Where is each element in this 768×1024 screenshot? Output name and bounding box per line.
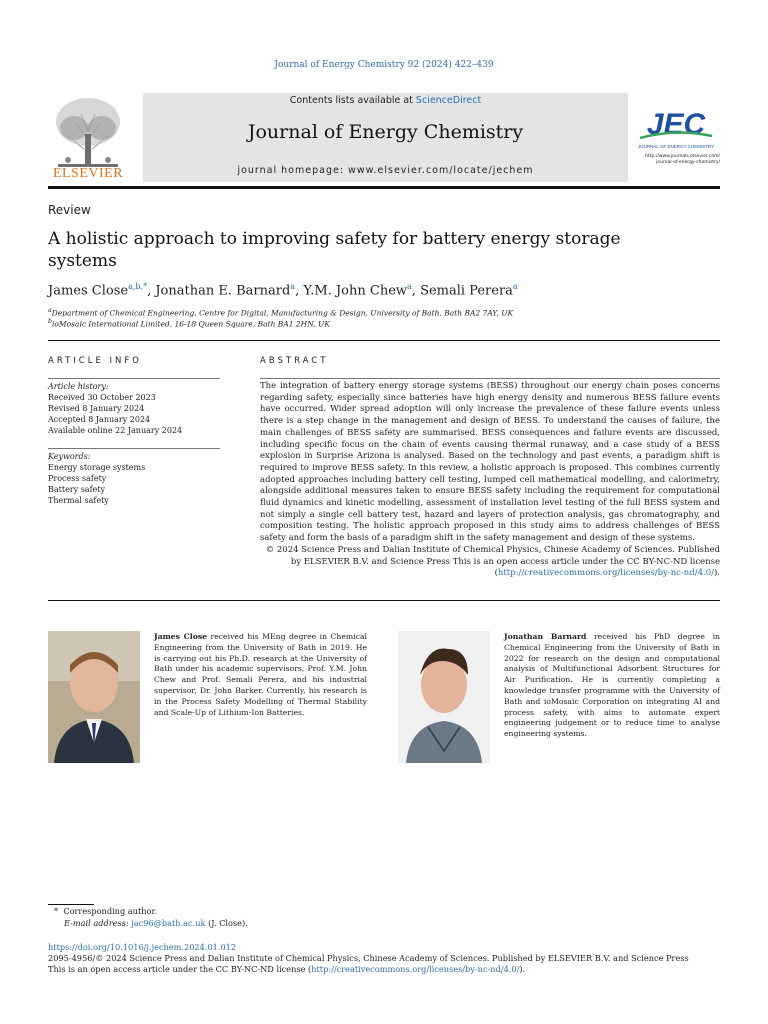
footnote-rule	[48, 904, 94, 905]
footnote-email	[64, 918, 248, 929]
homepage-line	[143, 165, 628, 176]
author-name: James Close	[48, 283, 129, 299]
oa-suffix: ).	[519, 964, 526, 974]
author-name: Jonathan E. Barnard	[155, 283, 291, 299]
svg-text:JOURNAL OF ENERGY CHEMISTRY: JOURNAL OF ENERGY CHEMISTRY	[637, 144, 715, 149]
open-access-line	[48, 964, 525, 975]
bio-name: Jonathan Barnard	[504, 632, 587, 641]
author-name: Y.M. John Chew	[303, 283, 408, 299]
affil-sup: b	[48, 318, 53, 325]
keyword: Energy storage systems	[48, 463, 146, 472]
contents-line	[143, 95, 628, 106]
bio-jonathan-barnard	[504, 632, 720, 740]
abstract-body	[260, 381, 720, 580]
corresponding-star[interactable]: *	[143, 282, 148, 291]
journal-title: Journal of Energy Chemistry	[247, 121, 524, 143]
email-suffix: (J. Close).	[205, 918, 248, 928]
journal-banner	[143, 93, 628, 182]
article-title: A holistic approach to improving safety for battery energy storage systems	[48, 229, 621, 271]
abstract-text: The integration of battery energy storage systems (BESS) throughout our energy chain poses concerns regarding safety, especially since batteries have high energy density and numerous BESS failure events have occurred. Wider spread adoption will only increase the prevalence of these failure events unless there is a step change in the management and design of BESS. To understand the causes of failure, the main challenges of BESS safety are summarised. BESS consequences and failure events are discussed, including specific focus on the chain of events causing thermal runaway, and a case study of a BESS explosion in Surprise Arizona is analysed. Based on the technology and past events, a paradigm shift is required to improve BESS safety. In this review, a holistic approach is proposed. This combines currently adopted approaches including battery cell testing, lumped cell mathematical modelling, and calorimetry, alongside additional measures taken to ensure BESS safety including the requirement for computational fluid dynamics and kinetic modelling, assessment of installation level testing of the full BESS system and not simply a single cell battery test, hazard and layers of protection analysis, gas chromatography, and composition testing. The holistic approach proposed in this study aims to address challenges of BESS safety and form the basis of a paradigm shift in the safety management and design of these systems.	[260, 381, 720, 544]
history-online: Available online 22 January 2024	[48, 426, 183, 435]
abstract-rule-bottom	[48, 600, 720, 601]
journal-url-line2: journal-of-energy-chemistry/	[656, 160, 720, 165]
info-divider	[48, 448, 220, 449]
article-history	[48, 381, 220, 436]
keyword: Thermal safety	[48, 496, 109, 505]
header-rule	[48, 186, 720, 189]
affil-text: ioMosaic International Limited, 16-18 Queen Square, Bath BA1 2HN, UK	[52, 319, 330, 329]
author-affil[interactable]: a	[290, 282, 296, 291]
homepage-prefix: journal homepage:	[237, 165, 349, 176]
history-received: Received 30 October 2023	[48, 393, 156, 402]
jec-logo	[636, 106, 716, 152]
author-affil[interactable]: a	[512, 282, 518, 291]
info-divider	[48, 378, 220, 379]
keywords	[48, 451, 220, 506]
contents-prefix: Contents lists available at	[289, 95, 416, 106]
bio-james-close	[154, 632, 367, 718]
bio-text: received his PhD degree in Chemical Engineering from the University of Bath in 2022 for research on the design and computational analysis of Multifunctional Adsorbent Structures for Air Purification. He is currently completing a knowledge transfer programme with the University of Bath and ioMosaic Corporation on integrating AI and process safety, with aims to automate expert engineering judgement or to reduce time to analyse engineering systems.	[504, 632, 720, 739]
corresponding-label: Corresponding author.	[63, 906, 158, 916]
license-link[interactable]: http://creativecommons.org/licenses/by-nc-nd/4.0/	[497, 568, 714, 579]
sciencedirect-link[interactable]: ScienceDirect	[415, 95, 482, 106]
svg-text:JEC: JEC	[646, 108, 706, 141]
email-label: E-mail address:	[64, 918, 132, 928]
oa-prefix: This is an open access article under the CC BY-NC-ND license (	[48, 964, 312, 974]
journal-url[interactable]	[630, 154, 720, 166]
photo-jonathan-barnard	[398, 631, 490, 763]
history-accepted: Accepted 8 January 2024	[48, 415, 151, 424]
bio-text: received his MEng degree in Chemical Engineering from the University of Bath in 2019. He is carrying out his Ph.D. research at the University of Bath under his academic supervisors, Prof. Y.M. John Chew and Prof. Semali Perera, and his industrial supervisor, Dr. John Barker. Currently, his research is in the Process Safety Modelling of Thermal Stability and Scale-Up of Lithium-Ion Batteries.	[154, 632, 367, 717]
history-label: Article history:	[48, 382, 109, 391]
author-affil[interactable]: a,b,	[128, 282, 144, 291]
affiliation-b	[48, 318, 330, 329]
abstract-heading: ABSTRACT	[260, 356, 329, 366]
history-revised: Revised 8 January 2024	[48, 404, 145, 413]
footnote-corresponding	[54, 906, 157, 917]
keyword: Battery safety	[48, 485, 106, 494]
footnote-star: *	[54, 906, 59, 916]
article-info-heading: ARTICLE INFO	[48, 356, 142, 366]
abstract-copyright	[260, 545, 720, 580]
keyword: Process safety	[48, 474, 107, 483]
oa-license-link[interactable]: http://creativecommons.org/licenses/by-nc-nd/4.0/	[311, 964, 520, 974]
journal-citation[interactable]: Journal of Energy Chemistry 92 (2024) 422–439	[274, 60, 494, 70]
affil-text: Department of Chemical Engineering, Centre for Digital, Manufacturing & Design, University of Bath, Bath BA2 7AY, UK	[51, 308, 514, 318]
copyright-end: ).	[713, 568, 720, 579]
copyright-text: © 2024 Science Press and Dalian Institute of Chemical Physics, Chinese Academy of Sciences. Published by ELSEVIER B.V. and Science Press This is an open access article under the CC BY-NC-ND license (	[265, 544, 720, 579]
homepage-link[interactable]: www.elsevier.com/locate/jechem	[348, 165, 534, 176]
article-type: Review	[48, 203, 91, 217]
info-rule-top	[48, 340, 720, 341]
journal-url-line1: http://www.journals.elsevier.com/	[645, 154, 720, 159]
issn-line: 2095-4956/© 2024 Science Press and Dalian Institute of Chemical Physics, Chinese Academy of Sciences. Published by ELSEVIER B.V. and Science Press	[48, 953, 689, 963]
bio-name: James Close	[154, 632, 208, 641]
author-name: Semali Perera	[420, 283, 513, 299]
affil-sup: a	[48, 307, 52, 314]
abstract-divider	[260, 378, 720, 379]
doi-link[interactable]: https://doi.org/10.1016/j.jechem.2024.01.012	[48, 942, 237, 952]
elsevier-wordmark: ELSEVIER	[52, 166, 124, 181]
author-list: James Close$^{a,b,*}$, Jonathan E. Barnard$^a$, Y.M. John Chew$^a$, Semali Perera$^a$	[48, 282, 518, 299]
keywords-label: Keywords:	[48, 452, 91, 461]
author-affil[interactable]: a	[407, 282, 412, 291]
photo-james-close	[48, 631, 140, 763]
affiliation-a	[48, 307, 513, 318]
email-link[interactable]: jac96@bath.ac.uk	[131, 918, 206, 928]
